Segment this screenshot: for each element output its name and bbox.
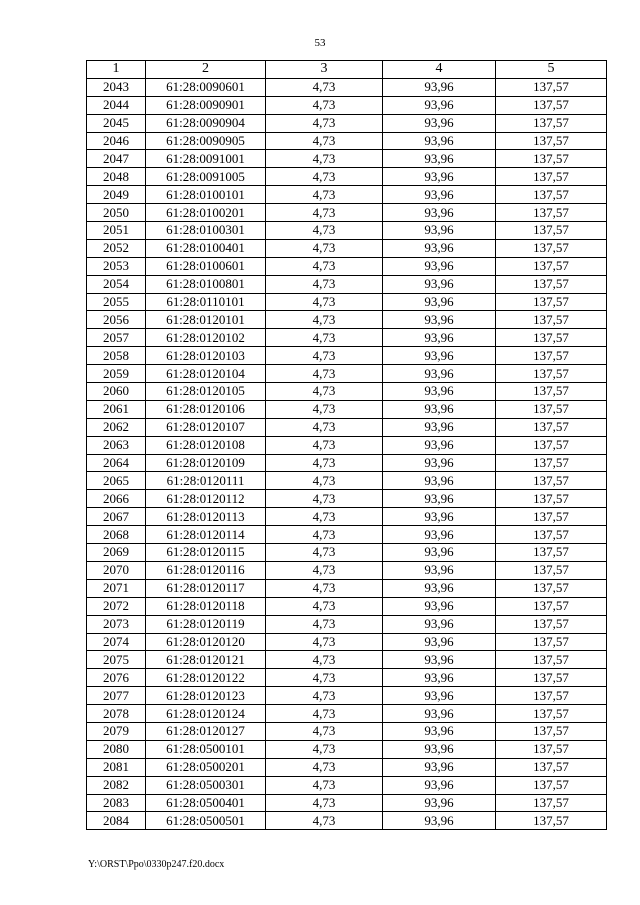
table-row xyxy=(87,114,607,132)
table-cell-col-1: 2054 xyxy=(87,275,146,293)
table-cell-col-2: 61:28:0100401 xyxy=(146,239,266,257)
table-cell-col-1: 2080 xyxy=(87,740,146,758)
table-row xyxy=(87,812,607,830)
table-cell-col-3: 4,73 xyxy=(266,329,383,347)
table-cell-col-1: 2065 xyxy=(87,472,146,490)
table-cell-col-5: 137,57 xyxy=(496,794,607,812)
table-cell-col-2: 61:28:0120116 xyxy=(146,561,266,579)
column-header-1: 1 xyxy=(87,61,146,79)
table-cell-col-4: 93,96 xyxy=(383,311,496,329)
table-cell-col-2: 61:28:0090904 xyxy=(146,114,266,132)
table-cell-col-3: 4,73 xyxy=(266,436,383,454)
table-cell-col-5: 137,57 xyxy=(496,239,607,257)
table-cell-col-2: 61:28:0120105 xyxy=(146,383,266,401)
table-row xyxy=(87,705,607,723)
table-cell-col-2: 61:28:0120101 xyxy=(146,311,266,329)
table-cell-col-1: 2048 xyxy=(87,168,146,186)
table-row xyxy=(87,293,607,311)
table-cell-col-4: 93,96 xyxy=(383,150,496,168)
table-cell-col-3: 4,73 xyxy=(266,418,383,436)
table-cell-col-2: 61:28:0120115 xyxy=(146,544,266,562)
table-cell-col-4: 93,96 xyxy=(383,275,496,293)
table-cell-col-1: 2062 xyxy=(87,418,146,436)
table-cell-col-4: 93,96 xyxy=(383,508,496,526)
table-cell-col-2: 61:28:0091001 xyxy=(146,150,266,168)
header-row xyxy=(87,61,607,79)
table-cell-col-5: 137,57 xyxy=(496,812,607,830)
table-cell-col-2: 61:28:0120118 xyxy=(146,597,266,615)
table-cell-col-5: 137,57 xyxy=(496,186,607,204)
table-cell-col-1: 2076 xyxy=(87,669,146,687)
table-cell-col-3: 4,73 xyxy=(266,633,383,651)
table-cell-col-4: 93,96 xyxy=(383,651,496,669)
table-cell-col-4: 93,96 xyxy=(383,776,496,794)
table-cell-col-5: 137,57 xyxy=(496,275,607,293)
table-cell-col-4: 93,96 xyxy=(383,329,496,347)
table-cell-col-5: 137,57 xyxy=(496,383,607,401)
table-row xyxy=(87,400,607,418)
table-row xyxy=(87,633,607,651)
table-cell-col-2: 61:28:0120109 xyxy=(146,454,266,472)
table-row xyxy=(87,436,607,454)
table-row xyxy=(87,490,607,508)
table-cell-col-4: 93,96 xyxy=(383,168,496,186)
table-row xyxy=(87,347,607,365)
table-cell-col-1: 2049 xyxy=(87,186,146,204)
table-cell-col-3: 4,73 xyxy=(266,78,383,96)
table-cell-col-3: 4,73 xyxy=(266,168,383,186)
table-cell-col-1: 2069 xyxy=(87,544,146,562)
table-cell-col-3: 4,73 xyxy=(266,561,383,579)
table-cell-col-5: 137,57 xyxy=(496,311,607,329)
table-cell-col-1: 2064 xyxy=(87,454,146,472)
table-cell-col-4: 93,96 xyxy=(383,454,496,472)
table-cell-col-4: 93,96 xyxy=(383,490,496,508)
table-cell-col-4: 93,96 xyxy=(383,669,496,687)
table-row xyxy=(87,579,607,597)
table-cell-col-4: 93,96 xyxy=(383,472,496,490)
table-cell-col-2: 61:28:0120113 xyxy=(146,508,266,526)
table-cell-col-5: 137,57 xyxy=(496,615,607,633)
table-cell-col-1: 2084 xyxy=(87,812,146,830)
table-row xyxy=(87,311,607,329)
table-cell-col-5: 137,57 xyxy=(496,400,607,418)
table-cell-col-4: 93,96 xyxy=(383,257,496,275)
column-header-5: 5 xyxy=(496,61,607,79)
table-cell-col-3: 4,73 xyxy=(266,114,383,132)
table-cell-col-2: 61:28:0120106 xyxy=(146,400,266,418)
table-cell-col-1: 2047 xyxy=(87,150,146,168)
table-cell-col-2: 61:28:0120111 xyxy=(146,472,266,490)
table-cell-col-1: 2057 xyxy=(87,329,146,347)
table-cell-col-2: 61:28:0090601 xyxy=(146,78,266,96)
table-cell-col-1: 2079 xyxy=(87,722,146,740)
table-cell-col-1: 2056 xyxy=(87,311,146,329)
table-cell-col-5: 137,57 xyxy=(496,526,607,544)
table-cell-col-5: 137,57 xyxy=(496,544,607,562)
table-cell-col-2: 61:28:0120120 xyxy=(146,633,266,651)
table-cell-col-4: 93,96 xyxy=(383,561,496,579)
table-cell-col-4: 93,96 xyxy=(383,347,496,365)
table-row xyxy=(87,794,607,812)
table-cell-col-3: 4,73 xyxy=(266,615,383,633)
table-cell-col-3: 4,73 xyxy=(266,776,383,794)
table-cell-col-5: 137,57 xyxy=(496,418,607,436)
table-cell-col-1: 2077 xyxy=(87,687,146,705)
table-cell-col-4: 93,96 xyxy=(383,293,496,311)
table-cell-col-1: 2063 xyxy=(87,436,146,454)
table-cell-col-3: 4,73 xyxy=(266,579,383,597)
table-cell-col-3: 4,73 xyxy=(266,597,383,615)
table-cell-col-2: 61:28:0100101 xyxy=(146,186,266,204)
table-row xyxy=(87,561,607,579)
table-cell-col-5: 137,57 xyxy=(496,579,607,597)
table-row xyxy=(87,508,607,526)
table-cell-col-3: 4,73 xyxy=(266,239,383,257)
table-cell-col-3: 4,73 xyxy=(266,222,383,240)
table-cell-col-5: 137,57 xyxy=(496,347,607,365)
table-cell-col-5: 137,57 xyxy=(496,78,607,96)
table-cell-col-1: 2075 xyxy=(87,651,146,669)
table-cell-col-3: 4,73 xyxy=(266,383,383,401)
table-cell-col-1: 2073 xyxy=(87,615,146,633)
table-cell-col-3: 4,73 xyxy=(266,669,383,687)
table-cell-col-2: 61:28:0100301 xyxy=(146,222,266,240)
table-row xyxy=(87,78,607,96)
table-cell-col-4: 93,96 xyxy=(383,222,496,240)
table-cell-col-3: 4,73 xyxy=(266,705,383,723)
table-cell-col-1: 2083 xyxy=(87,794,146,812)
table-cell-col-5: 137,57 xyxy=(496,168,607,186)
data-table xyxy=(86,60,607,830)
table-cell-col-2: 61:28:0120119 xyxy=(146,615,266,633)
table-cell-col-4: 93,96 xyxy=(383,383,496,401)
table-cell-col-1: 2059 xyxy=(87,365,146,383)
table-cell-col-4: 93,96 xyxy=(383,615,496,633)
table-cell-col-2: 61:28:0091005 xyxy=(146,168,266,186)
table-cell-col-5: 137,57 xyxy=(496,758,607,776)
table-cell-col-3: 4,73 xyxy=(266,687,383,705)
table-cell-col-5: 137,57 xyxy=(496,472,607,490)
table-cell-col-1: 2081 xyxy=(87,758,146,776)
table-cell-col-5: 137,57 xyxy=(496,651,607,669)
table-cell-col-4: 93,96 xyxy=(383,758,496,776)
table-cell-col-4: 93,96 xyxy=(383,526,496,544)
table-cell-col-2: 61:28:0100801 xyxy=(146,275,266,293)
table-row xyxy=(87,615,607,633)
table-cell-col-3: 4,73 xyxy=(266,96,383,114)
table-row xyxy=(87,526,607,544)
table-cell-col-3: 4,73 xyxy=(266,508,383,526)
table-cell-col-3: 4,73 xyxy=(266,794,383,812)
table-cell-col-4: 93,96 xyxy=(383,740,496,758)
table-cell-col-2: 61:28:0120114 xyxy=(146,526,266,544)
table-cell-col-5: 137,57 xyxy=(496,705,607,723)
table-row xyxy=(87,365,607,383)
table-cell-col-5: 137,57 xyxy=(496,687,607,705)
table-cell-col-5: 137,57 xyxy=(496,454,607,472)
table-row xyxy=(87,257,607,275)
table-cell-col-4: 93,96 xyxy=(383,436,496,454)
footer-file-path: Y:\ORST\Ppo\0330p247.f20.docx xyxy=(88,859,225,870)
table-cell-col-5: 137,57 xyxy=(496,669,607,687)
table-cell-col-4: 93,96 xyxy=(383,597,496,615)
table-cell-col-5: 137,57 xyxy=(496,633,607,651)
table-cell-col-2: 61:28:0120104 xyxy=(146,365,266,383)
table-cell-col-1: 2044 xyxy=(87,96,146,114)
table-cell-col-1: 2082 xyxy=(87,776,146,794)
table-cell-col-1: 2078 xyxy=(87,705,146,723)
table-cell-col-1: 2045 xyxy=(87,114,146,132)
table-row xyxy=(87,454,607,472)
table-cell-col-5: 137,57 xyxy=(496,329,607,347)
table-body xyxy=(87,78,607,829)
table-cell-col-4: 93,96 xyxy=(383,114,496,132)
table-cell-col-1: 2055 xyxy=(87,293,146,311)
table-row xyxy=(87,651,607,669)
table-cell-col-1: 2050 xyxy=(87,204,146,222)
table-cell-col-1: 2066 xyxy=(87,490,146,508)
table-row xyxy=(87,740,607,758)
table-cell-col-1: 2051 xyxy=(87,222,146,240)
table-cell-col-4: 93,96 xyxy=(383,96,496,114)
table-row xyxy=(87,150,607,168)
table-cell-col-4: 93,96 xyxy=(383,705,496,723)
table-cell-col-5: 137,57 xyxy=(496,490,607,508)
table-cell-col-3: 4,73 xyxy=(266,472,383,490)
table-cell-col-4: 93,96 xyxy=(383,633,496,651)
table-cell-col-2: 61:28:0120117 xyxy=(146,579,266,597)
table-cell-col-3: 4,73 xyxy=(266,311,383,329)
table-cell-col-4: 93,96 xyxy=(383,579,496,597)
table-cell-col-4: 93,96 xyxy=(383,400,496,418)
table-row xyxy=(87,722,607,740)
table-cell-col-3: 4,73 xyxy=(266,150,383,168)
table-cell-col-1: 2071 xyxy=(87,579,146,597)
table-cell-col-2: 61:28:0090901 xyxy=(146,96,266,114)
table-row xyxy=(87,418,607,436)
table-cell-col-3: 4,73 xyxy=(266,812,383,830)
table-cell-col-2: 61:28:0120124 xyxy=(146,705,266,723)
table-cell-col-5: 137,57 xyxy=(496,740,607,758)
table-cell-col-2: 61:28:0110101 xyxy=(146,293,266,311)
table-cell-col-4: 93,96 xyxy=(383,204,496,222)
table-cell-col-2: 61:28:0500401 xyxy=(146,794,266,812)
table-cell-col-1: 2061 xyxy=(87,400,146,418)
table-cell-col-3: 4,73 xyxy=(266,526,383,544)
table-cell-col-2: 61:28:0100201 xyxy=(146,204,266,222)
table-row xyxy=(87,96,607,114)
table-cell-col-1: 2068 xyxy=(87,526,146,544)
table-cell-col-3: 4,73 xyxy=(266,293,383,311)
table-cell-col-2: 61:28:0120108 xyxy=(146,436,266,454)
table-cell-col-3: 4,73 xyxy=(266,544,383,562)
table-cell-col-5: 137,57 xyxy=(496,508,607,526)
table-cell-col-3: 4,73 xyxy=(266,400,383,418)
table-cell-col-2: 61:28:0120121 xyxy=(146,651,266,669)
page-number: 53 xyxy=(314,37,326,49)
table-cell-col-2: 61:28:0120102 xyxy=(146,329,266,347)
table-cell-col-5: 137,57 xyxy=(496,114,607,132)
column-header-4: 4 xyxy=(383,61,496,79)
table-cell-col-3: 4,73 xyxy=(266,186,383,204)
table-cell-col-5: 137,57 xyxy=(496,561,607,579)
table-row xyxy=(87,329,607,347)
table-cell-col-4: 93,96 xyxy=(383,186,496,204)
table-cell-col-2: 61:28:0500201 xyxy=(146,758,266,776)
table-row xyxy=(87,544,607,562)
table-cell-col-5: 137,57 xyxy=(496,132,607,150)
table-cell-col-3: 4,73 xyxy=(266,204,383,222)
table-cell-col-4: 93,96 xyxy=(383,239,496,257)
table-cell-col-4: 93,96 xyxy=(383,544,496,562)
table-cell-col-1: 2070 xyxy=(87,561,146,579)
table-cell-col-4: 93,96 xyxy=(383,794,496,812)
table-cell-col-5: 137,57 xyxy=(496,257,607,275)
table-cell-col-1: 2067 xyxy=(87,508,146,526)
table-cell-col-5: 137,57 xyxy=(496,776,607,794)
table-cell-col-2: 61:28:0120127 xyxy=(146,722,266,740)
table-cell-col-5: 137,57 xyxy=(496,150,607,168)
table-cell-col-4: 93,96 xyxy=(383,78,496,96)
table-row xyxy=(87,776,607,794)
table-cell-col-5: 137,57 xyxy=(496,597,607,615)
table-cell-col-4: 93,96 xyxy=(383,812,496,830)
table-cell-col-2: 61:28:0120107 xyxy=(146,418,266,436)
table-cell-col-2: 61:28:0120103 xyxy=(146,347,266,365)
table-cell-col-4: 93,96 xyxy=(383,132,496,150)
table-cell-col-3: 4,73 xyxy=(266,365,383,383)
table-cell-col-2: 61:28:0120122 xyxy=(146,669,266,687)
table-cell-col-1: 2060 xyxy=(87,383,146,401)
table-cell-col-1: 2046 xyxy=(87,132,146,150)
column-header-2: 2 xyxy=(146,61,266,79)
table-cell-col-4: 93,96 xyxy=(383,687,496,705)
table-cell-col-3: 4,73 xyxy=(266,347,383,365)
table-cell-col-3: 4,73 xyxy=(266,257,383,275)
table-cell-col-1: 2052 xyxy=(87,239,146,257)
table-cell-col-3: 4,73 xyxy=(266,454,383,472)
table-row xyxy=(87,222,607,240)
table-row xyxy=(87,472,607,490)
table-cell-col-4: 93,96 xyxy=(383,722,496,740)
table-row xyxy=(87,597,607,615)
table-cell-col-3: 4,73 xyxy=(266,758,383,776)
table-cell-col-5: 137,57 xyxy=(496,436,607,454)
table-cell-col-3: 4,73 xyxy=(266,132,383,150)
table-header xyxy=(87,61,607,79)
table-cell-col-2: 61:28:0100601 xyxy=(146,257,266,275)
table-cell-col-2: 61:28:0120123 xyxy=(146,687,266,705)
table-row xyxy=(87,239,607,257)
table-cell-col-5: 137,57 xyxy=(496,96,607,114)
table-row xyxy=(87,687,607,705)
table-cell-col-2: 61:28:0090905 xyxy=(146,132,266,150)
table-cell-col-4: 93,96 xyxy=(383,365,496,383)
table-row xyxy=(87,758,607,776)
table-row xyxy=(87,275,607,293)
table-cell-col-3: 4,73 xyxy=(266,740,383,758)
table-cell-col-1: 2074 xyxy=(87,633,146,651)
table-cell-col-2: 61:28:0500501 xyxy=(146,812,266,830)
table-cell-col-3: 4,73 xyxy=(266,722,383,740)
table-cell-col-5: 137,57 xyxy=(496,365,607,383)
table-row xyxy=(87,168,607,186)
table-cell-col-1: 2072 xyxy=(87,597,146,615)
table-cell-col-3: 4,73 xyxy=(266,651,383,669)
table-cell-col-5: 137,57 xyxy=(496,222,607,240)
table-cell-col-1: 2043 xyxy=(87,78,146,96)
table-cell-col-2: 61:28:0120112 xyxy=(146,490,266,508)
table-row xyxy=(87,204,607,222)
table-cell-col-2: 61:28:0500101 xyxy=(146,740,266,758)
table-cell-col-1: 2058 xyxy=(87,347,146,365)
table-cell-col-5: 137,57 xyxy=(496,204,607,222)
table-row xyxy=(87,669,607,687)
table-cell-col-3: 4,73 xyxy=(266,490,383,508)
table-cell-col-1: 2053 xyxy=(87,257,146,275)
table-cell-col-3: 4,73 xyxy=(266,275,383,293)
table-row xyxy=(87,132,607,150)
table-cell-col-5: 137,57 xyxy=(496,722,607,740)
table-cell-col-4: 93,96 xyxy=(383,418,496,436)
table-cell-col-2: 61:28:0500301 xyxy=(146,776,266,794)
table-cell-col-5: 137,57 xyxy=(496,293,607,311)
column-header-3: 3 xyxy=(266,61,383,79)
table-row xyxy=(87,383,607,401)
table-row xyxy=(87,186,607,204)
